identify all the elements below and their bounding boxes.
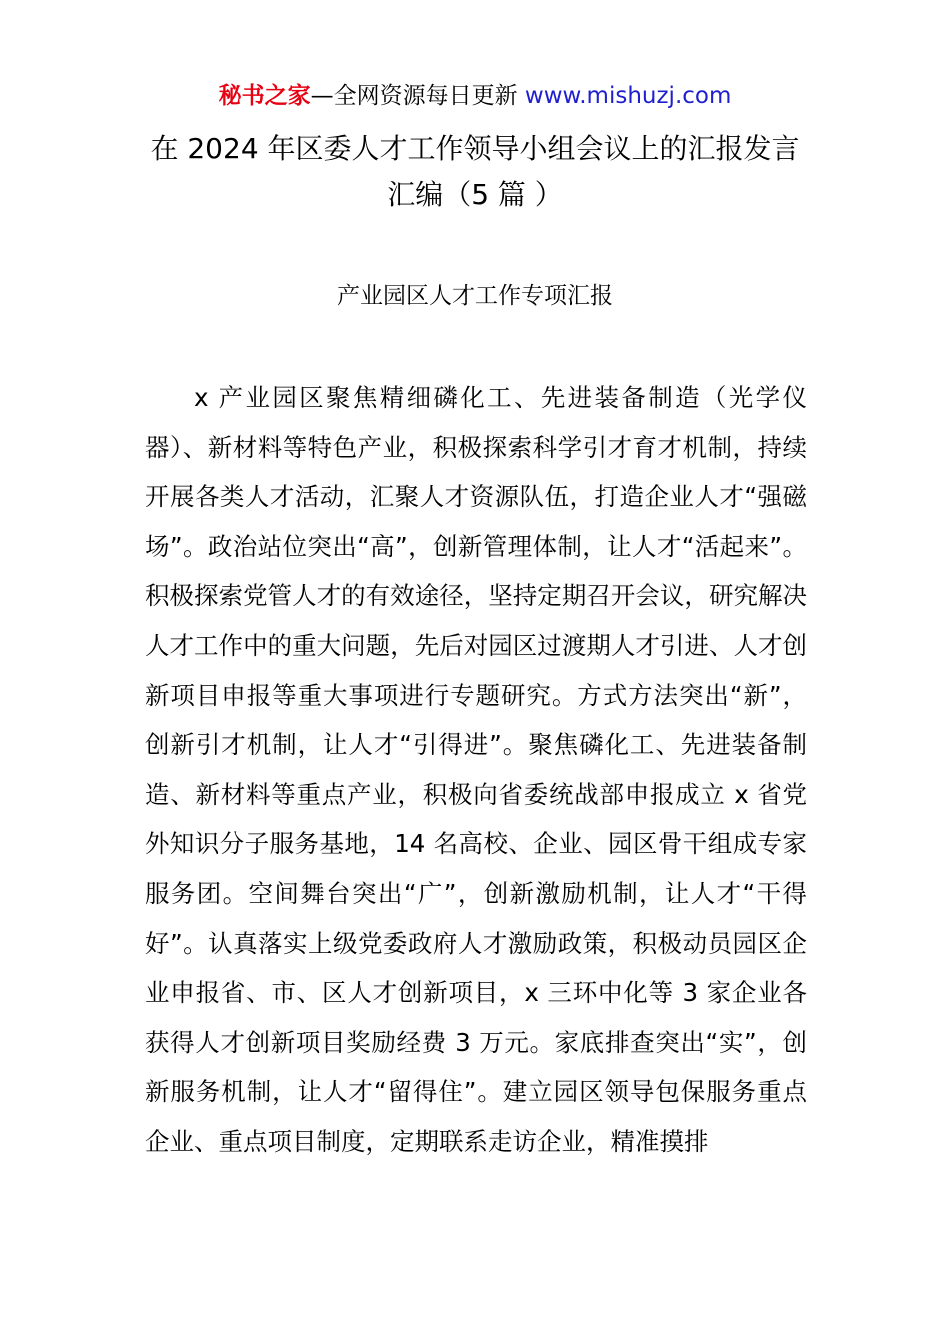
document-title: 在 2024 年区委人才工作领导小组会议上的汇报发言汇编（5 篇 ） <box>150 132 800 211</box>
body-paragraph: x 产业园区聚焦精细磷化工、先进装备制造（光学仪器）、新材料等特色产业，积极探索科学引才育才机制，持续开展各类人才活动，汇聚人才资源队伍，打造企业人才“强磁场”。政治站位突出“高”，创新管理体制，让人才“活起来”。积极探索党管人才的有效途径，坚持定期召开会议，研究解决人才工作中的重大问题，先后对园区过渡期人才引进、人才创新项目申报等重大事项进行专题研究。方式方法突出“新”，创新引才机制，让人才“引得进”。聚焦磷化工、先进装备制造、新材料等重点产业，积极向省委统战部申报成立 x 省党外知识分子服务基地，14 名高校、企业、园区骨干组成专家服务团。空间舞台突出“广”，创新激励机制，让人才“干得好”。认真落实上级党委政府人才激励政策，积极动员园区企业申报省、市、区人才创新项目，x 三环中化等 3 家企业各获得人才创新项目奖励经费 3 万元。家底排查突出“实”，创新服务机制，让人才“留得住”。建立园区领导包保服务重点企业、重点项目制度，定期联系走访企业，精准摸排 <box>145 383 807 1156</box>
section-title: 产业园区人才工作专项汇报 <box>337 283 613 309</box>
header-tagline: —全网资源每日更新 <box>310 83 525 109</box>
brand-name: 秘书之家 <box>218 83 311 109</box>
site-url-link[interactable]: www.mishuzj.com <box>524 83 732 109</box>
site-header <box>0 80 950 112</box>
